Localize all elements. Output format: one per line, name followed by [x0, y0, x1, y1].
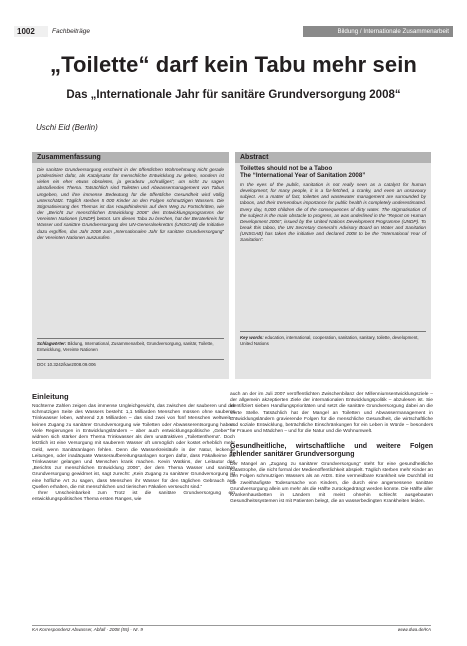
abstract-en-title: Toilettes should not be a Taboo The “International Year of Sanitation 2008” — [240, 165, 366, 180]
footer-url: www.dwa.de/KA — [397, 627, 431, 632]
page-footer — [32, 625, 431, 635]
health-heading: Gesundheitliche, wirtschaftliche und weitere Folgen fehlender sanitärer Grundversorgung — [230, 442, 433, 458]
body-column-right — [230, 392, 433, 505]
abstract-de-heading: Zusammenfassung — [32, 152, 229, 163]
abstract-de-box — [32, 152, 229, 379]
article-title: „Toilette“ darf kein Tabu mehr sein — [50, 52, 417, 77]
intro-paragraph-1: Nüchterne Zahlen zeigen das immense Ungleichgewicht, das zwischen der sauberen und der schmutzigen Seite des Wassers besteht: 1,1 Milliarden Menschen müssen ohne sauberes Trinkwasser leben, während 2,6 Milliarden – das sind zwei von fünf Menschen weltweit – keinen Zugang zu sanitärer Grundversorgung wie Toiletten oder Abwasserentsorgung haben. Viele Regierungen in Entwicklungsländern – aber auch entwicklungspolitische „Geber“ – widmen sich stärker dem Thema Trinkwasser als dem unattraktiven „Toilettenthema“. Doch letztlich ist eine Versorgung mit sauberem Wasser oft unmöglich oder kostet erheblich mehr Geld, wenn Sanitäranlagen fehlen. Denn die Wasserkreisläufe in der Natur, leckende Leitungen, oder inadäquate Wasseraufbereitungsanlagen sorgen dafür, dass Fäkalkeime ins Trinkwasser gelangen und Menschen krank machen. Kevin Watkins, der Leitautor des „Berichts zur menschlichen Entwicklung 2006“, der dem Thema Wasser und sanitäre Grundversorgung gewidmet ist, sagt zurecht: „Kein Zugang zu sanitärer Grundversorgung ist eine höfliche Art zu sagen, dass Menschen ihr Wasser für den täglichen Gebrauch aus Quellen erhalten, die mit menschlichen und tierischen Fäkalien verseucht sind.“ — [32, 404, 235, 490]
abstract-en-heading: Abstract — [235, 152, 431, 163]
abstract-en-box — [235, 152, 431, 379]
author: Uschi Eid (Berlin) — [36, 123, 98, 132]
doi: DOI: 10.3242/kae2008.09.006 — [37, 362, 96, 367]
keywords-label: Schlagwörter: — [37, 341, 67, 346]
abstract-de-text: Die sanitäre Grundversorgung erscheint in der öffentlichen Wahrnehmung nicht gerade prädestiniert dafür, als Katalysator für menschliche Entwicklung zu gelten, sondern ist vielen ein eher etwas obsoletes, ja geradezu „schrulliges“, um nicht zu sagen abstoßendes Thema. Tatsächlich sind Toiletten und Abwassermanagement von Tabus umgeben, und ihre immense Bedeutung für die öffentliche Gesundheit wird völlig unterschätzt. Täglich sterben 5 000 Kinder an den Folgen schmutzigen Wassers. Die Stigmatisierung des Themas ist das Haupthindernis auf dem Weg zu Fortschritten, wie der „Bericht zur menschlichen Entwicklung 2006“ des Entwicklungsprogramms der Vereinten Nationen (UNDP) betont. Um dieses Tabu zu brechen, hat der Beraterkreis für Wasser und sanitäre Grundversorgung des UN-Generalsekretärs (UNSGAB) die Initiative dazu ergriffen, das Jahr 2008 zum „Internationalen Jahr für sanitäre Grundversorgung“ der Vereinten Nationen auszurufen. — [37, 167, 224, 240]
running-header — [14, 26, 453, 37]
keywords-text-en: education, international, cooperation, sanitation, sanitary, toilette, development, United Nations — [240, 335, 419, 346]
abstract-en-keywords — [240, 335, 426, 347]
right-paragraph-2: Der Mangel an „Zugang zu sanitärer Grundversorgung“ steht für eine gesundheitliche Katastrophe, die nicht formal der Medienöffentlichkeit abspielt. Täglich sterben mehr Kinder an den Folgen schmutzigen Wassers als an AIDS. Eine vermeidbare Krankheit wie Durchfall ist die zweithäufigste Todesursache von Kindern, die durch eine angemessene sanitäre Grundversorgung allein um mehr als die Hälfte zurückgedrängt werden könnte. Die Hälfte aller Krankenhausbetten in Ländern mit meist ohnehin schlecht ausgebauten Gesundheitssystemen ist mit Patienten belegt, die an wasserbedingten Krankheiten leiden. — [230, 461, 433, 505]
footer-journal: KA Korrespondenz Abwasser, Abfall · 2008 (55) · Nr. 9 — [32, 627, 143, 632]
intro-paragraph-2: Ihrer Unscheinbarkeit zum Trotz ist die sanitäre Grundversorgung ein entwicklungspolitisches Thema ersten Ranges, wie — [32, 491, 235, 503]
page-number: 1002 — [14, 26, 48, 37]
section-label: Fachbeiträge — [52, 28, 90, 35]
keywords-label-en: Key words: — [240, 335, 264, 340]
topic-label: Bildung / Internationale Zusammenarbeit — [303, 26, 453, 37]
article-subtitle: Das „Internationale Jahr für sanitäre Grundversorgung 2008“ — [66, 89, 401, 101]
body-column-left — [32, 392, 235, 504]
abstract-de-divider — [37, 338, 224, 339]
intro-heading: Einleitung — [32, 392, 69, 401]
abstract-en-text: In the eyes of the public, sanitation is not really seen as a catalyst for human development; for many people, it is a far-fetched, a cranky, and even an unsavoury subject. As a matter of fact, toilettes and wastewater management are surrounded by taboos, and their tremendous importance for public health is completely underestimated. Every day, 5,000 children die of the consequences of dirty water. The stigmatisation of the subject is the main obstacle to progress, as was underlined in the “Report on Human Development 2006”, issued by the United Nations Development Programme (UNDP). To break this taboo, the UN Secretary General’s Advisory Board on Water and Sanitation (UNSGAB) has taken the initiative and declared 2008 to be the “International Year of Sanitation”. — [240, 182, 426, 243]
abstract-de-keywords — [37, 341, 224, 353]
keywords-text: Bildung, International, Zusammenarbeit, Grundversorgung, sanitär, Toilette, Entwicklung, Vereinte Nationen — [37, 341, 214, 352]
abstract-de-divider-2 — [37, 359, 224, 360]
right-paragraph-1: auch an der im Juli 2007 veröffentlichten Zwischenbilanz der Millenniumsentwicklungsziele – der allgemein akzeptierten Ziele der internationalen Entwicklungspolitik – abzulesen ist. Sie identifiziert sieben Handlungsprioritäten und setzt die sanitäre Grundversorgung dabei an die vierte Stelle. Tatsächlich hat der Mangel an Toiletten und Abwassermanagement in Entwicklungsländern gravierende Folgen für die menschliche Gesundheit, die wirtschaftliche und soziale Entwicklung, beträchtliche Einschränkungen für ein Leben in Würde – besonders für Frauen und Mädchen – und für die Natur und die Wohnumwelt. — [230, 392, 433, 435]
abstract-en-divider — [240, 331, 426, 332]
